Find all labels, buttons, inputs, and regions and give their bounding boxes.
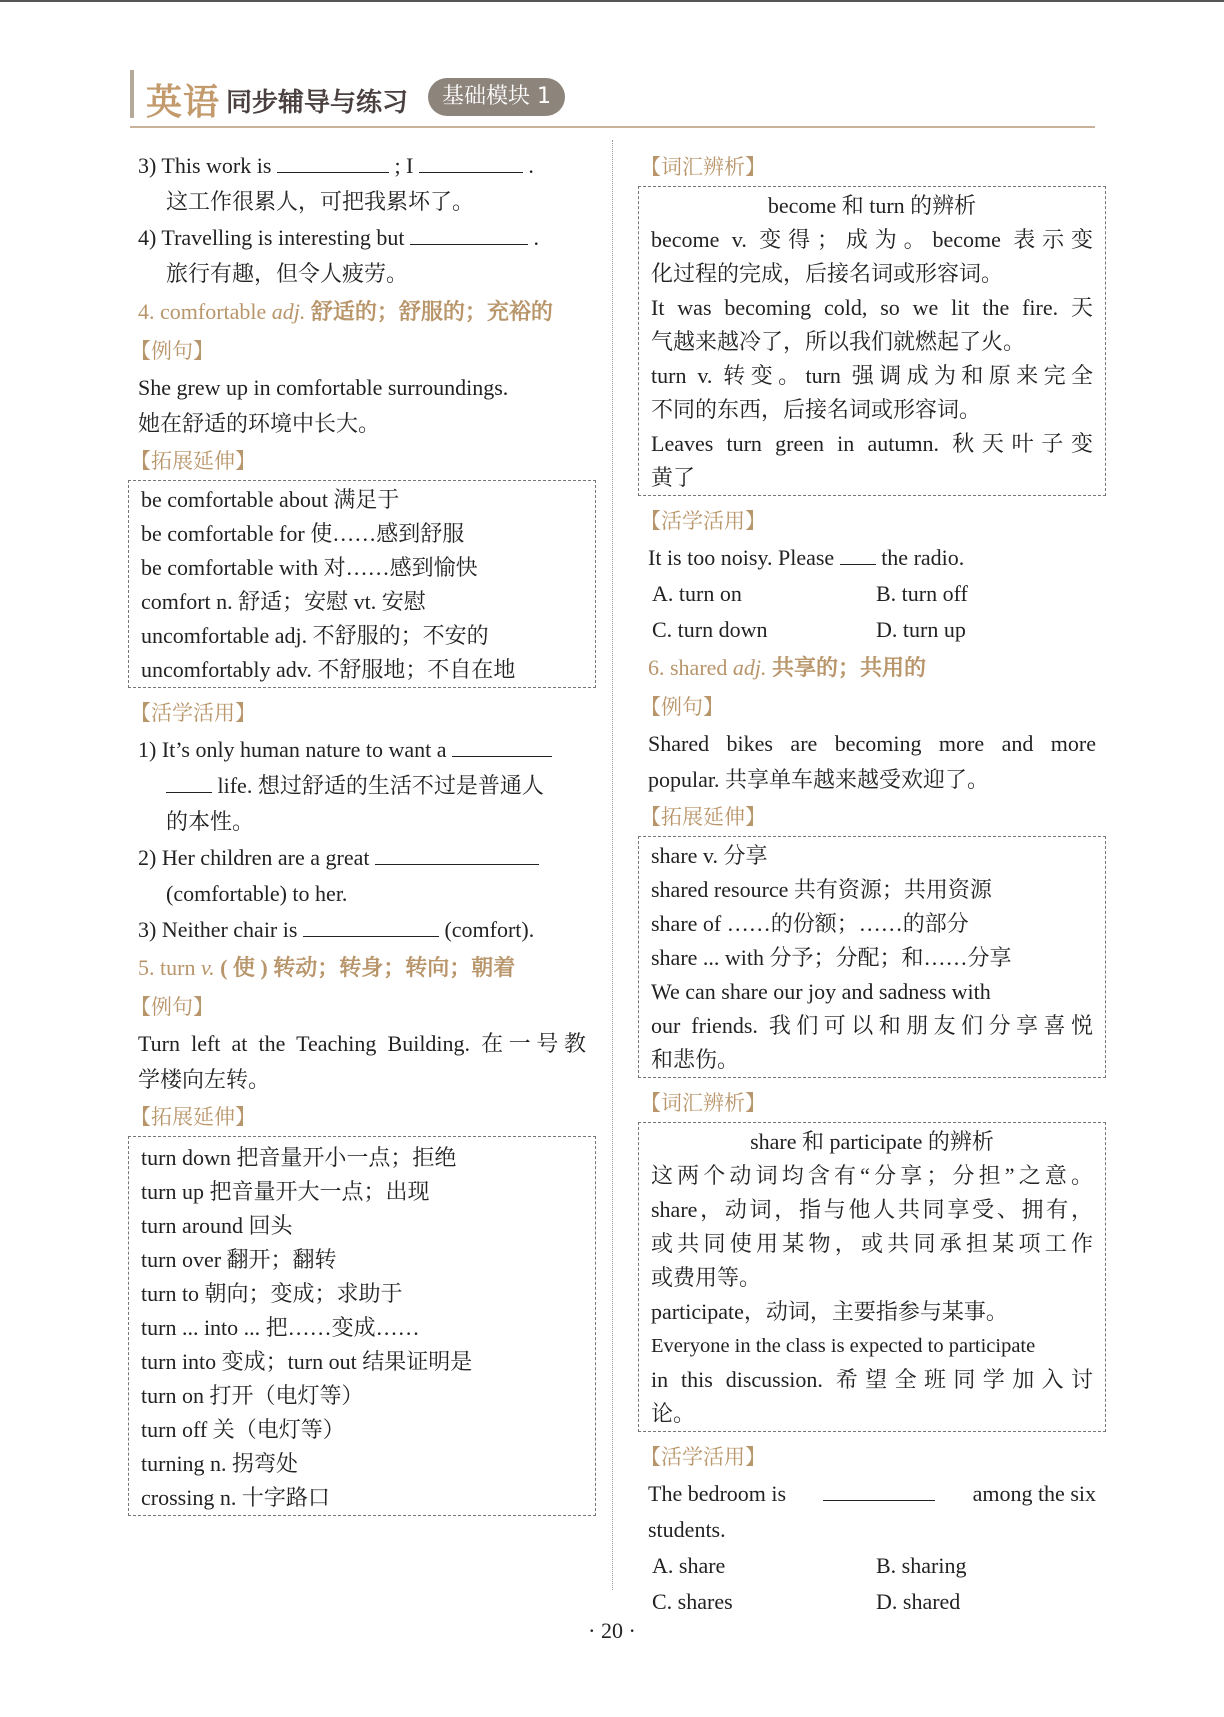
extension-item: crossing n. 十字路口 bbox=[141, 1485, 330, 1510]
answer-blank[interactable] bbox=[823, 1478, 935, 1501]
left-column bbox=[130, 148, 586, 1524]
example-sentence: Turn left at the Teaching Building. 在一号教 bbox=[138, 1031, 586, 1056]
word-heading-turn: 5. turn v. ( 使 ) 转动；转身；转向；朝着 bbox=[138, 955, 516, 980]
practice-shared-cont: students. bbox=[648, 1517, 726, 1542]
page-number: · 20 · bbox=[588, 1618, 636, 1643]
exercise-3: 3) This work is ; I . bbox=[138, 148, 586, 184]
extension-item: our friends. 我们可以和朋友们分享喜悦 bbox=[651, 1013, 1093, 1038]
answer-blank[interactable] bbox=[410, 222, 528, 245]
header-module-badge: 基础模块 1 bbox=[428, 78, 565, 116]
extension-item: turn to 朝向；变成；求助于 bbox=[141, 1281, 403, 1306]
tag-example: 【例句】 bbox=[640, 695, 724, 719]
vocab-line: It was becoming cold, so we lit the fire. 天 bbox=[651, 295, 1093, 320]
vocab-line: become v. 变得；成为。become 表示变 bbox=[651, 227, 1093, 252]
tag-extend: 【拓展延伸】 bbox=[130, 449, 256, 473]
top-border bbox=[0, 0, 1224, 2]
option-c[interactable]: C. turn down bbox=[652, 617, 768, 642]
extension-box-comfortable bbox=[128, 480, 596, 688]
exercise-4: 4) Travelling is interesting but . bbox=[138, 220, 586, 256]
vocab-box-share-participate bbox=[638, 1122, 1106, 1432]
vocab-line: 或费用等。 bbox=[651, 1265, 762, 1290]
extension-item: shared resource 共有资源；共用资源 bbox=[651, 877, 992, 902]
example-sentence: Shared bikes are becoming more and more bbox=[648, 731, 1096, 756]
example-sentence-cont: popular. 共享单车越来越受欢迎了。 bbox=[648, 767, 989, 792]
extension-item: be comfortable with 对……感到愉快 bbox=[141, 555, 478, 580]
options-shared bbox=[648, 1548, 1096, 1620]
extension-item: turn down 把音量开小一点；拒绝 bbox=[141, 1145, 457, 1170]
vocab-line: 化过程的完成，后接名词或形容词。 bbox=[651, 261, 1004, 286]
vocab-line: turn v. 转变。turn 强调成为和原来完全 bbox=[651, 363, 1093, 388]
extension-item: share ... with 分予；分配；和……分享 bbox=[651, 945, 1012, 970]
practice-1-end: 的本性。 bbox=[166, 809, 255, 834]
option-c[interactable]: C. shares bbox=[652, 1589, 733, 1614]
extension-item: share v. 分享 bbox=[651, 843, 768, 868]
vocab-box-become-turn bbox=[638, 186, 1106, 496]
extension-item: turn off 关（电灯等） bbox=[141, 1417, 345, 1442]
extension-item: be comfortable about 满足于 bbox=[141, 487, 400, 512]
practice-2-cont: (comfortable) to her. bbox=[166, 881, 348, 906]
column-divider bbox=[612, 140, 613, 1590]
vocab-line: 气越来越冷了，所以我们就燃起了火。 bbox=[651, 329, 1026, 354]
tag-practice: 【活学活用】 bbox=[640, 1445, 766, 1469]
practice-1-cont: life. 想过舒适的生活不过是普通人 bbox=[138, 768, 586, 804]
example-sentence: She grew up in comfortable surroundings. bbox=[138, 375, 509, 400]
answer-blank[interactable] bbox=[840, 542, 876, 565]
vocab-line: participate，动词，主要指参与某事。 bbox=[651, 1299, 1008, 1324]
vocab-line: 黄了 bbox=[651, 465, 696, 490]
answer-blank[interactable] bbox=[375, 842, 539, 865]
word-heading-shared: 6. shared adj. 共享的；共用的 bbox=[648, 655, 927, 680]
extension-item: turn ... into ... 把……变成…… bbox=[141, 1315, 420, 1340]
option-b[interactable]: B. turn off bbox=[876, 581, 968, 606]
vocab-line: Leaves turn green in autumn. 秋天叶子变 bbox=[651, 431, 1093, 456]
answer-blank[interactable] bbox=[277, 150, 389, 173]
vocab-line: 或共同使用某物，或共同承担某项工作 bbox=[651, 1231, 1093, 1256]
practice-3: 3) Neither chair is (comfort). bbox=[138, 912, 586, 948]
extension-box-turn bbox=[128, 1136, 596, 1516]
practice-2: 2) Her children are a great bbox=[138, 840, 586, 876]
option-b[interactable]: B. sharing bbox=[876, 1553, 967, 1578]
vocab-box-title: share 和 participate 的辨析 bbox=[750, 1129, 994, 1154]
extension-item: uncomfortably adv. 不舒服地；不自在地 bbox=[141, 657, 516, 682]
extension-item: turn into 变成；turn out 结果证明是 bbox=[141, 1349, 473, 1374]
tag-extend: 【拓展延伸】 bbox=[640, 805, 766, 829]
example-sentence-cont: 学楼向左转。 bbox=[138, 1067, 271, 1092]
tag-extend: 【拓展延伸】 bbox=[130, 1105, 256, 1129]
option-d[interactable]: D. turn up bbox=[876, 617, 966, 642]
example-translation: 她在舒适的环境中长大。 bbox=[138, 411, 381, 436]
header-subject: 英语 bbox=[146, 82, 221, 123]
extension-item: turn over 翻开；翻转 bbox=[141, 1247, 337, 1272]
extension-item: turn on 打开（电灯等） bbox=[141, 1383, 364, 1408]
vocab-line: in this discussion. 希望全班同学加入讨 bbox=[651, 1367, 1093, 1392]
tag-example: 【例句】 bbox=[130, 995, 214, 1019]
answer-blank[interactable] bbox=[303, 914, 439, 937]
extension-item: comfort n. 舒适；安慰 vt. 安慰 bbox=[141, 589, 426, 614]
header-accent-bar bbox=[130, 70, 134, 118]
tag-practice: 【活学活用】 bbox=[640, 509, 766, 533]
vocab-line: Everyone in the class is expected to participate bbox=[651, 1335, 1036, 1357]
extension-item: 和悲伤。 bbox=[651, 1047, 740, 1072]
tag-vocab: 【词汇辨析】 bbox=[640, 155, 766, 179]
tag-vocab: 【词汇辨析】 bbox=[640, 1091, 766, 1115]
tag-practice: 【活学活用】 bbox=[130, 701, 256, 725]
extension-item: be comfortable for 使……感到舒服 bbox=[141, 521, 465, 546]
word-heading-comfortable: 4. comfortable adj. 舒适的；舒服的；充裕的 bbox=[138, 299, 553, 324]
exercise-3-translation: 这工作很累人，可把我累坏了。 bbox=[166, 189, 475, 214]
practice-1: 1) It’s only human nature to want a bbox=[138, 732, 586, 768]
options-turn bbox=[648, 576, 1096, 648]
vocab-line: 不同的东西，后接名词或形容词。 bbox=[651, 397, 982, 422]
option-d[interactable]: D. shared bbox=[876, 1589, 961, 1614]
header-title: 同步辅导与练习 bbox=[226, 88, 409, 118]
exercise-4-translation: 旅行有趣，但令人疲劳。 bbox=[166, 261, 409, 286]
answer-blank[interactable] bbox=[452, 734, 552, 757]
vocab-line: share，动词，指与他人共同享受、拥有， bbox=[651, 1197, 1093, 1222]
extension-item: share of ……的份额；……的部分 bbox=[651, 911, 969, 936]
header-rule bbox=[130, 126, 1095, 128]
vocab-box-title: become 和 turn 的辨析 bbox=[767, 193, 977, 218]
answer-blank[interactable] bbox=[166, 770, 212, 793]
vocab-line: 这两个动词均含有“分享；分担”之意。 bbox=[651, 1163, 1093, 1188]
extension-item: turn up 把音量开大一点；出现 bbox=[141, 1179, 430, 1204]
extension-item: turning n. 拐弯处 bbox=[141, 1451, 299, 1476]
option-a[interactable]: A. share bbox=[652, 1553, 726, 1578]
extension-item: We can share our joy and sadness with bbox=[651, 979, 991, 1004]
vocab-line: 论。 bbox=[651, 1401, 696, 1426]
practice-turn: It is too noisy. Please the radio. bbox=[648, 540, 1096, 576]
extension-item: turn around 回头 bbox=[141, 1213, 293, 1238]
option-a[interactable]: A. turn on bbox=[652, 581, 742, 606]
right-column bbox=[640, 148, 1096, 1620]
answer-blank[interactable] bbox=[419, 150, 523, 173]
extension-box-share bbox=[638, 836, 1106, 1078]
page-header bbox=[130, 62, 1095, 130]
practice-shared: The bedroom is among the six bbox=[648, 1476, 1096, 1512]
extension-item: uncomfortable adj. 不舒服的；不安的 bbox=[141, 623, 489, 648]
tag-example: 【例句】 bbox=[130, 339, 214, 363]
